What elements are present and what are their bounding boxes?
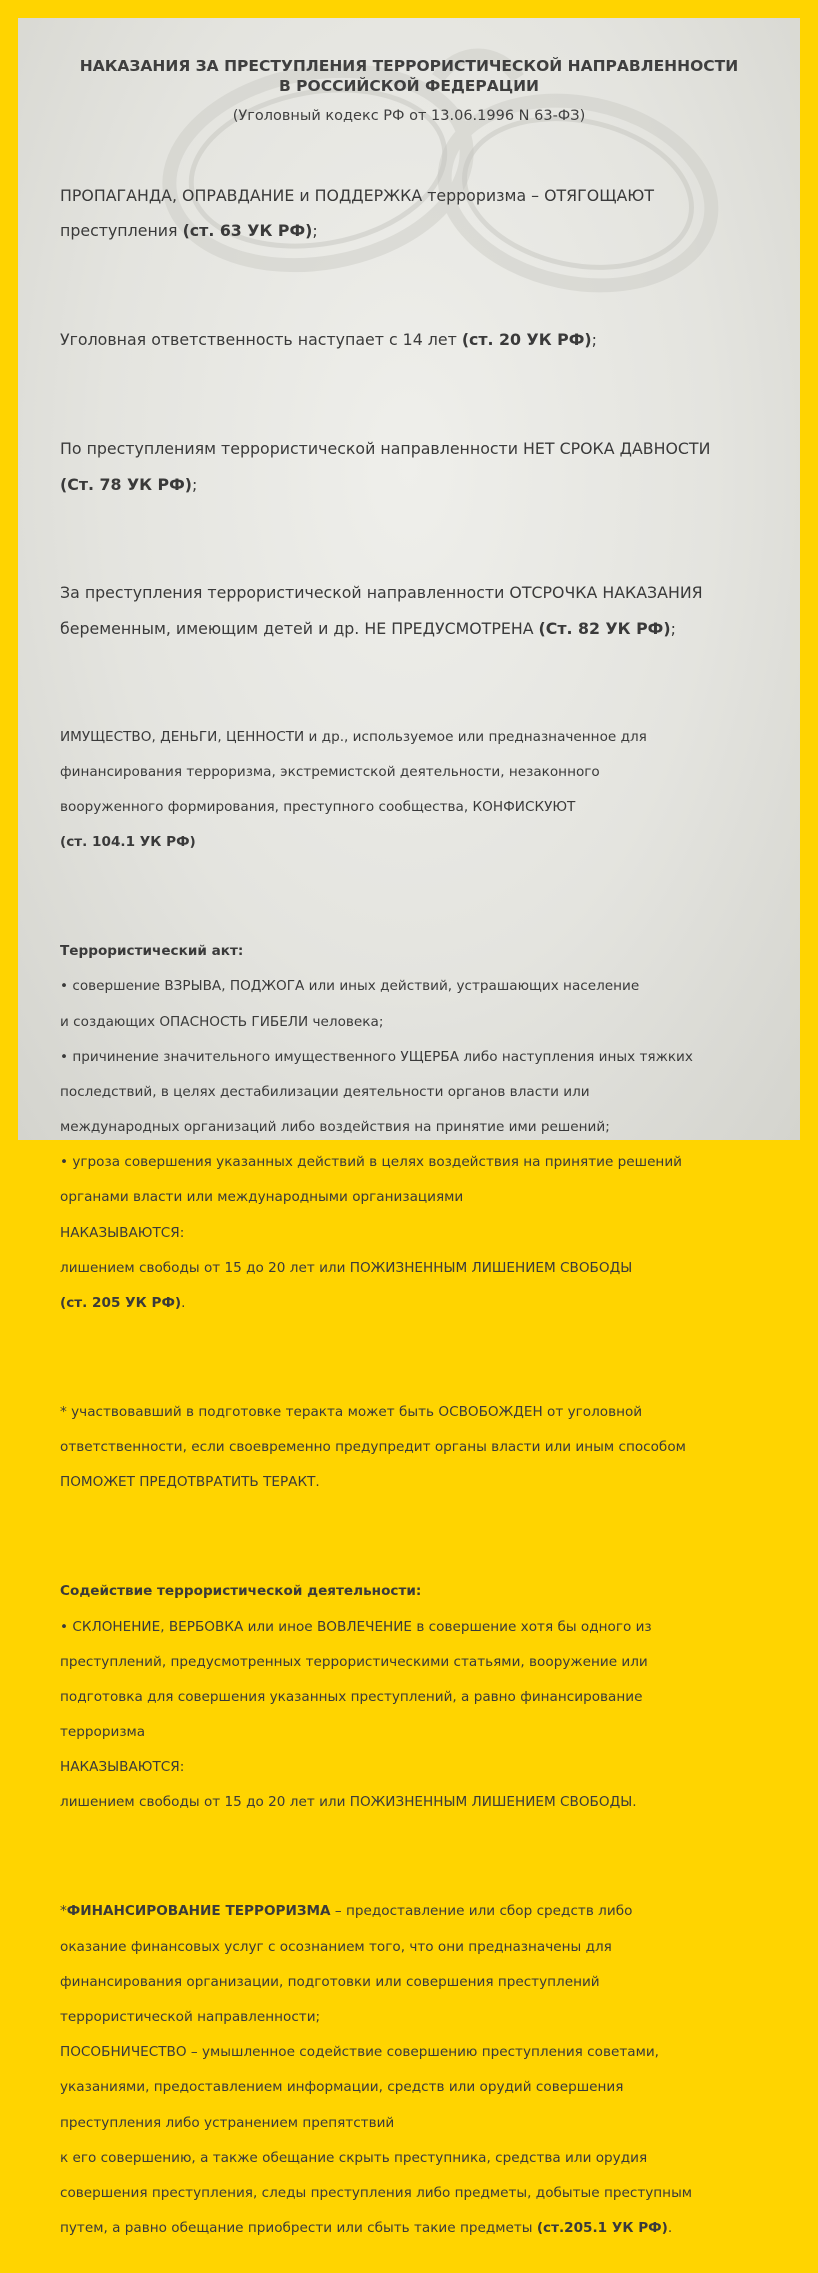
text-segment: Уголовная ответственность наступает с 14 лет — [60, 330, 462, 350]
text-line: ПОСОБНИЧЕСТВО – умышленное содействие совершению преступления советами, — [60, 2044, 659, 2061]
document-body — [60, 152, 780, 2273]
punishment-label: НАКАЗЫВАЮТСЯ: — [60, 1224, 185, 1241]
text-segment: ; — [591, 330, 597, 350]
text-line: ПРОПАГАНДА, ОПРАВДАНИЕ и ПОДДЕРЖКА терроризма – ОТЯГОЩАЮТ — [60, 186, 654, 206]
assistance-section — [60, 1566, 780, 1830]
text-segment: путем, а равно обещание приобрести или сбыть такие предметы — [60, 2220, 537, 2237]
law-reference: (ст. 20 УК РФ) — [461, 330, 592, 350]
page-title — [38, 56, 780, 96]
text-line: совершения преступления, следы преступления либо предметы, добытые преступным — [60, 2184, 693, 2201]
propaganda-paragraph — [60, 170, 780, 258]
text-line: оказание финансовых услуг с осознанием того, что они предназначены для — [60, 1938, 612, 1955]
text-line: органами власти или международными организациями — [60, 1189, 464, 1206]
law-reference: (ст. 104.1 УК РФ) — [60, 834, 196, 851]
text-segment: преступления — [60, 221, 183, 241]
text-segment: – предоставление или сбор средств либо — [330, 1903, 633, 1920]
text-line: преступления либо устранением препятствий — [60, 2114, 395, 2131]
terror-act-section — [60, 926, 780, 1331]
text-line: За преступления террористической направленности ОТСРОЧКА НАКАЗАНИЯ — [60, 583, 703, 603]
text-line: ПОМОЖЕТ ПРЕДОТВРАТИТЬ ТЕРАКТ. — [60, 1474, 320, 1491]
list-item: • причинение значительного имущественного УЩЕРБА либо наступления иных тяжких — [60, 1048, 693, 1065]
list-item: • угроза совершения указанных действий в целях воздействия на принятие решений — [60, 1154, 682, 1171]
release-note — [60, 1386, 780, 1509]
limitation-paragraph — [60, 423, 780, 511]
text-line: преступлений, предусмотренных террористическими статьями, вооружение или — [60, 1653, 648, 1670]
confiscation-paragraph — [60, 711, 780, 869]
text-line: терроризма — [60, 1724, 146, 1741]
text-line: последствий, в целях дестабилизации деятельности органов власти или — [60, 1083, 590, 1100]
section-heading: Террористический акт: — [60, 943, 244, 960]
law-reference: (Ст. 82 УК РФ) — [538, 618, 671, 638]
penalty-text: лишением свободы от 15 до 20 лет или ПОЖИЗНЕННЫМ ЛИШЕНИЕМ СВОБОДЫ — [60, 1259, 633, 1276]
deferral-paragraph — [60, 567, 780, 655]
penalty-text: лишением свободы от 15 до 20 лет или ПОЖИЗНЕННЫМ ЛИШЕНИЕМ СВОБОДЫ. — [60, 1794, 637, 1811]
law-reference: (Ст. 78 УК РФ) — [60, 474, 193, 494]
text-line: * участвовавший в подготовке теракта может быть ОСВОБОЖДЕН от уголовной — [60, 1404, 643, 1420]
list-item: • СКЛОНЕНИЕ, ВЕРБОВКА или иное ВОВЛЕЧЕНИЕ в совершение хотя бы одного из — [60, 1618, 652, 1635]
text-segment: ; — [312, 221, 318, 241]
page-subtitle: (Уголовный кодекс РФ от 13.06.1996 N 63-ФЗ) — [232, 108, 586, 124]
text-segment: . — [181, 1295, 186, 1312]
law-reference: (ст. 205 УК РФ) — [60, 1295, 182, 1312]
text-line: указаниями, предоставлением информации, средств или орудий совершения — [60, 2079, 624, 2096]
text-segment: * — [60, 1903, 67, 1920]
text-segment: . — [667, 2220, 673, 2237]
section-heading: Содействие террористической деятельности: — [60, 1583, 422, 1600]
list-item: • совершение ВЗРЫВА, ПОДЖОГА или иных действий, устрашающих население — [60, 978, 640, 995]
text-line: ответственности, если своевременно предупредит органы власти или иным способом — [60, 1439, 686, 1456]
poster-sheet — [18, 18, 800, 2237]
text-segment: ; — [192, 474, 198, 494]
law-reference: (ст. 63 УК РФ) — [182, 221, 313, 241]
text-line: финансирования организации, подготовки или совершения преступлений — [60, 1973, 600, 1990]
text-line: к его совершению, а также обещание скрыть преступника, средства или орудия — [60, 2149, 648, 2166]
text-line: По преступлениям террористической направленности НЕТ СРОКА ДАВНОСТИ — [60, 439, 711, 459]
text-line: и создающих ОПАСНОСТЬ ГИБЕЛИ человека; — [60, 1013, 384, 1030]
title-line: В РОССИЙСКОЙ ФЕДЕРАЦИИ — [278, 77, 540, 95]
text-segment: беременным, имеющим детей и др. НЕ ПРЕДУСМОТРЕНА — [60, 618, 539, 638]
text-line: ИМУЩЕСТВО, ДЕНЬГИ, ЦЕННОСТИ и др., используемое или предназначенное для — [60, 728, 647, 745]
text-segment: ; — [670, 618, 676, 638]
punishment-label: НАКАЗЫВАЮТСЯ: — [60, 1759, 185, 1776]
text-line: вооруженного формирования, преступного сообщества, КОНФИСКУЮТ — [60, 799, 576, 815]
title-line: НАКАЗАНИЯ ЗА ПРЕСТУПЛЕНИЯ ТЕРРОРИСТИЧЕСКОЙ НАПРАВЛЕННОСТИ — [79, 57, 739, 75]
term-heading: ФИНАНСИРОВАНИЕ ТЕРРОРИЗМА — [66, 1903, 331, 1920]
text-line: финансирования терроризма, экстремистской деятельности, незаконного — [60, 763, 600, 780]
text-line: террористической направленности; — [60, 2009, 321, 2025]
financing-section — [60, 1886, 780, 2255]
text-line: международных организаций либо воздействия на принятие ими решений; — [60, 1119, 610, 1136]
age-paragraph — [60, 314, 780, 367]
text-line: подготовка для совершения указанных преступлений, а равно финансирование — [60, 1688, 643, 1705]
law-reference: (ст.205.1 УК РФ) — [536, 2220, 668, 2237]
